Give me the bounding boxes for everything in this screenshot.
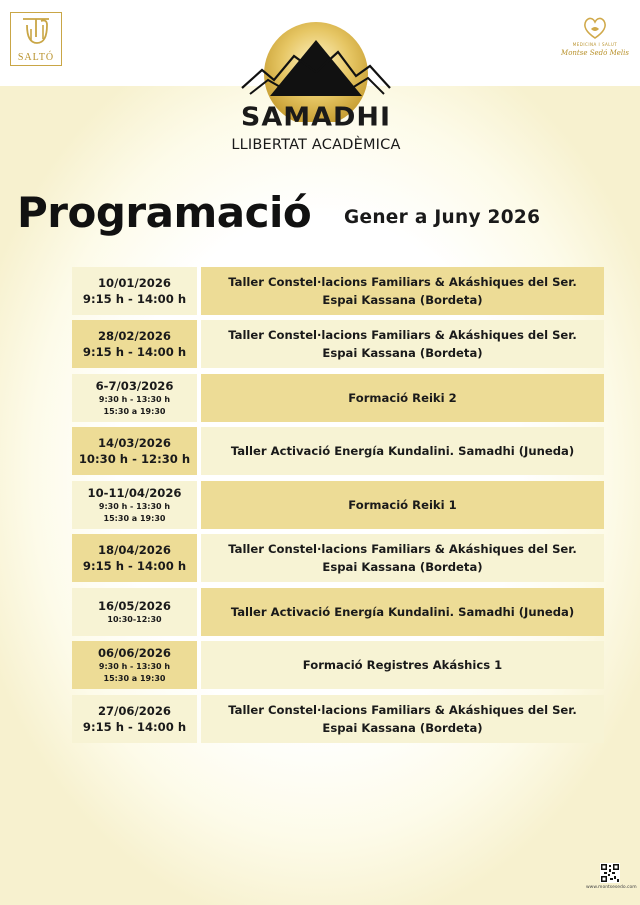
- event-title: Taller Constel·lacions Familiars & Akáshiques del Ser.: [228, 542, 577, 556]
- event-date: 16/05/2026: [97, 599, 171, 613]
- date-cell: [72, 427, 197, 475]
- event-time: 9:30 h - 13:30 h: [98, 502, 171, 511]
- samadhi-emblem: [228, 22, 404, 154]
- event-time: 15:30 a 19:30: [103, 407, 166, 416]
- event-cell: [201, 427, 604, 475]
- event-cell: [201, 481, 604, 529]
- event-time: 9:15 h - 14:00 h: [82, 720, 187, 734]
- medicina-salut-label: MEDICINA I SALUT: [572, 42, 618, 47]
- date-cell: [72, 695, 197, 743]
- event-date: 28/02/2026: [97, 329, 171, 343]
- schedule-row: [72, 481, 604, 529]
- date-cell: [72, 588, 197, 636]
- event-cell: [201, 641, 604, 689]
- event-location: Espai Kassana (Bordeta): [322, 346, 483, 360]
- event-title: Taller Activació Energía Kundalini. Samadhi (Juneda): [230, 444, 575, 458]
- event-date: 10-11/04/2026: [87, 486, 182, 500]
- event-time: 10:30 h - 12:30 h: [78, 452, 191, 466]
- event-title: Taller Constel·lacions Familiars & Akáshiques del Ser.: [228, 328, 577, 342]
- event-time: 9:30 h - 13:30 h: [98, 662, 171, 671]
- samadhi-subtitle: LLIBERTAT ACADÈMICA: [231, 137, 401, 153]
- salto-logo: [10, 12, 62, 66]
- event-time: 9:15 h - 14:00 h: [82, 559, 187, 573]
- event-title: Taller Constel·lacions Familiars & Akáshiques del Ser.: [228, 275, 577, 289]
- event-cell: [201, 267, 604, 315]
- event-location: Espai Kassana (Bordeta): [322, 293, 483, 307]
- date-cell: [72, 267, 197, 315]
- salto-emblem-icon: [17, 17, 57, 53]
- event-title: Formació Registres Akáshics 1: [302, 658, 503, 672]
- schedule-row: [72, 374, 604, 422]
- event-location: Espai Kassana (Bordeta): [322, 560, 483, 574]
- montse-sedo-logo: [560, 16, 630, 72]
- event-time: 9:15 h - 14:00 h: [82, 345, 187, 359]
- event-date: 27/06/2026: [97, 704, 171, 718]
- schedule-row: [72, 320, 604, 368]
- event-title: Formació Reiki 1: [348, 498, 457, 512]
- date-cell: [72, 641, 197, 689]
- schedule-row: [72, 427, 604, 475]
- schedule-row: [72, 588, 604, 636]
- period-label: Gener a Juny 2026: [344, 207, 541, 228]
- heart-lotus-icon: [582, 16, 608, 40]
- event-time: 15:30 a 19:30: [103, 514, 166, 523]
- event-time: 9:30 h - 13:30 h: [98, 395, 171, 404]
- qr-code-icon: [600, 863, 620, 883]
- schedule-row: [72, 695, 604, 743]
- event-cell: [201, 320, 604, 368]
- samadhi-title: SAMADHI: [240, 102, 392, 133]
- event-date: 18/04/2026: [97, 543, 171, 557]
- date-cell: [72, 481, 197, 529]
- event-date: 6-7/03/2026: [95, 379, 174, 393]
- date-cell: [72, 320, 197, 368]
- event-cell: [201, 695, 604, 743]
- event-date: 14/03/2026: [97, 436, 171, 450]
- event-location: Espai Kassana (Bordeta): [322, 721, 483, 735]
- event-date: 06/06/2026: [97, 646, 171, 660]
- website-url: www.montsesedo.com: [586, 885, 637, 890]
- page-title: Programació: [17, 188, 312, 237]
- schedule-row: [72, 641, 604, 689]
- date-cell: [72, 374, 197, 422]
- event-title: Taller Activació Energía Kundalini. Samadhi (Juneda): [230, 605, 575, 619]
- event-cell: [201, 374, 604, 422]
- event-date: 10/01/2026: [97, 276, 171, 290]
- event-time: 10:30-12:30: [107, 615, 162, 624]
- schedule-row: [72, 534, 604, 582]
- event-cell: [201, 588, 604, 636]
- signature-text: Montse Sedó Melis: [561, 49, 629, 57]
- event-title: Formació Reiki 2: [348, 391, 457, 405]
- date-cell: [72, 534, 197, 582]
- event-time: 15:30 a 19:30: [103, 674, 166, 683]
- event-title: Taller Constel·lacions Familiars & Akáshiques del Ser.: [228, 703, 577, 717]
- event-cell: [201, 534, 604, 582]
- schedule-row: [72, 267, 604, 315]
- salto-logo-text: SALTÓ: [17, 52, 55, 63]
- event-time: 9:15 h - 14:00 h: [82, 292, 187, 306]
